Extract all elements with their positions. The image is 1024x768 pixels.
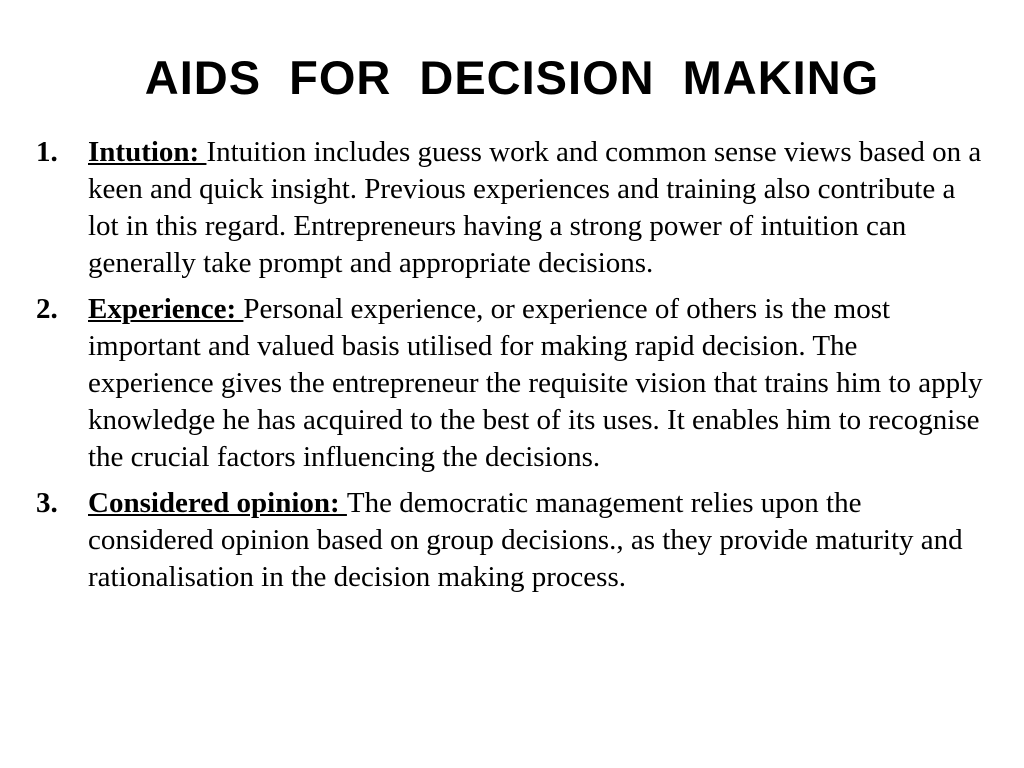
item-term: Experience: (88, 293, 244, 325)
item-number: 3. (36, 487, 58, 519)
aids-list (36, 134, 986, 605)
item-term: Intution: (88, 136, 207, 168)
list-item-experience (36, 291, 986, 476)
slide-title: AIDS FOR DECISION MAKING (144, 51, 880, 104)
item-number: 1. (36, 136, 58, 168)
item-text: The democratic management relies upon the considered opinion based on group decisions., as they provide maturity and rationalisation in the decision making process. (88, 487, 963, 593)
item-text: Personal experience, or experience of others is the most important and valued basis utilised for making rapid decision. The experience gives the entrepreneur the requisite vision that trains him to apply knowledge he has acquired to the best of its uses. It enables him to recognise the crucial factors influencing the decisions. (88, 293, 983, 473)
item-number: 2. (36, 293, 58, 325)
list-item-considered-opinion (36, 485, 986, 596)
item-text: Intuition includes guess work and common sense views based on a keen and quick insight. Previous experiences and training also contribute a lot in this regard. Entrepreneurs having a strong power of intuition can generally take prompt and appropriate decisions. (88, 136, 982, 279)
item-term: Considered opinion: (88, 487, 347, 519)
list-item-intuition (36, 134, 986, 282)
